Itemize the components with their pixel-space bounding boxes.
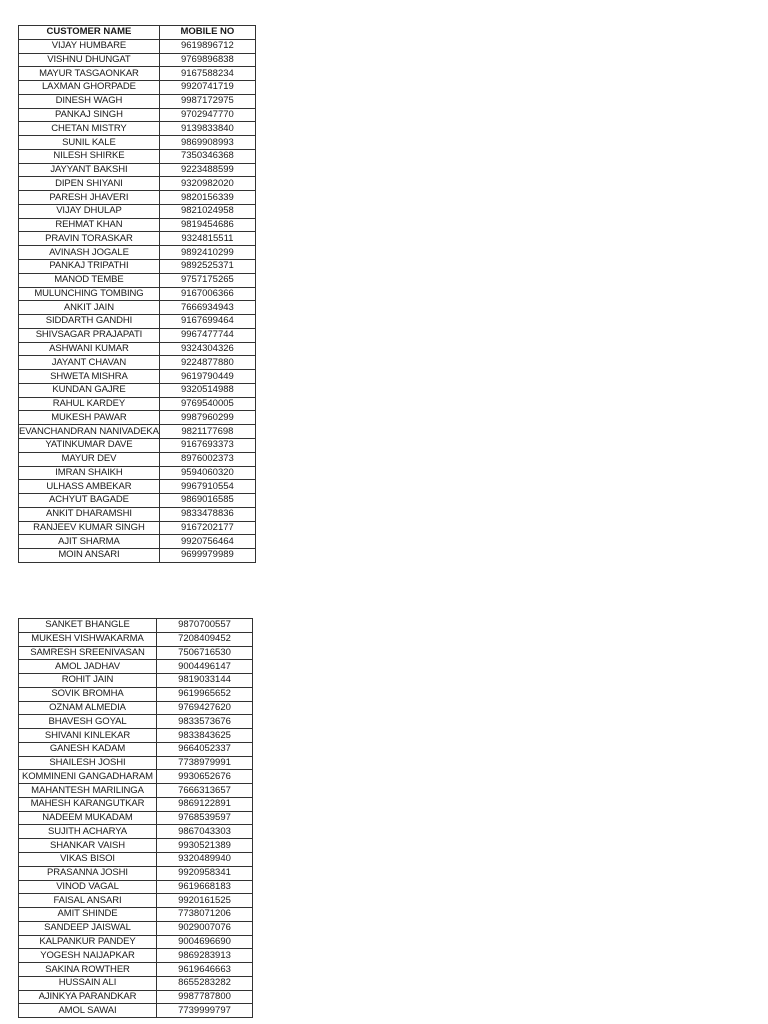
customer-name-cell: DINESH WAGH (19, 94, 160, 108)
table-row (19, 53, 256, 67)
table-row (19, 894, 253, 908)
customer-name-cell: SHIVANI KINLEKAR (19, 729, 157, 743)
customer-name-cell: PRASANNA JOSHI (19, 866, 157, 880)
table-row (19, 452, 256, 466)
mobile-no-cell: 9869908993 (159, 136, 255, 150)
mobile-no-cell: 9820156339 (159, 191, 255, 205)
customer-name-cell: KOMMINENI GANGADHARAM (19, 770, 157, 784)
table-row (19, 687, 253, 701)
mobile-no-cell: 9320514988 (159, 383, 255, 397)
mobile-no-cell: 7738979991 (157, 756, 253, 770)
customer-name-cell: SAKINA ROWTHER (19, 963, 157, 977)
table-row (19, 191, 256, 205)
mobile-no-cell: 9920161525 (157, 894, 253, 908)
table-row (19, 908, 253, 922)
table-row (19, 619, 253, 633)
customer-name-cell: PRAVIN TORASKAR (19, 232, 160, 246)
customer-name-cell: VIKAS BISOI (19, 853, 157, 867)
table-row (19, 149, 256, 163)
table-row (19, 1004, 253, 1018)
table-row (19, 701, 253, 715)
customer-name-cell: REHMAT KHAN (19, 218, 160, 232)
table-row (19, 204, 256, 218)
customer-name-cell: SOVIK BROMHA (19, 687, 157, 701)
customer-name-cell: IMRAN SHAIKH (19, 466, 160, 480)
mobile-no-cell: 9702947770 (159, 108, 255, 122)
mobile-no-cell: 9769896838 (159, 53, 255, 67)
mobile-no-cell: 7738071206 (157, 908, 253, 922)
customer-name-cell: CHETAN MISTRY (19, 122, 160, 136)
mobile-no-cell: 9320489940 (157, 853, 253, 867)
mobile-no-cell: 9757175265 (159, 273, 255, 287)
mobile-no-cell: 9870700557 (157, 619, 253, 633)
customer-name-cell: NADEEM MUKADAM (19, 811, 157, 825)
table-row (19, 770, 253, 784)
table-row (19, 218, 256, 232)
mobile-no-cell: 8976002373 (159, 452, 255, 466)
mobile-no-cell: 9819033144 (157, 674, 253, 688)
table-row (19, 811, 253, 825)
table-row (19, 976, 253, 990)
mobile-no-cell: 7666934943 (159, 301, 255, 315)
mobile-no-cell: 9821024958 (159, 204, 255, 218)
mobile-no-cell: 7666313657 (157, 784, 253, 798)
table-row (19, 122, 256, 136)
mobile-no-cell: 9987960299 (159, 411, 255, 425)
customer-name-cell: ANKIT JAIN (19, 301, 160, 315)
table-row (19, 136, 256, 150)
table-row (19, 494, 256, 508)
mobile-no-cell: 9699979989 (159, 549, 255, 563)
table-row (19, 342, 256, 356)
customer-name-cell: PANKAJ TRIPATHI (19, 260, 160, 274)
customer-name-cell: SHIVSAGAR PRAJAPATI (19, 328, 160, 342)
mobile-no-cell: 9324304326 (159, 342, 255, 356)
mobile-no-cell: 9987172975 (159, 94, 255, 108)
table-row (19, 67, 256, 81)
customer-name-cell: MUKESH VISHWAKARMA (19, 632, 157, 646)
table-row (19, 715, 253, 729)
table-row (19, 438, 256, 452)
mobile-no-cell: 9320982020 (159, 177, 255, 191)
mobile-no-cell: 9004696690 (157, 935, 253, 949)
customer-name-cell: PANKAJ SINGH (19, 108, 160, 122)
table-row (19, 756, 253, 770)
mobile-no-cell: 9821177698 (159, 425, 255, 439)
table-row (19, 356, 256, 370)
table-row (19, 370, 256, 384)
mobile-no-cell: 9930521389 (157, 839, 253, 853)
table-row (19, 273, 256, 287)
customer-name-cell: VINOD VAGAL (19, 880, 157, 894)
customer-name-cell: SUNIL KALE (19, 136, 160, 150)
table-2-body (19, 619, 253, 1018)
table-row (19, 301, 256, 315)
mobile-no-cell: 9619896712 (159, 39, 255, 53)
customer-name-cell: NILESH SHIRKE (19, 149, 160, 163)
header-row (19, 26, 256, 40)
customer-name-cell: MULUNCHING TOMBING (19, 287, 160, 301)
table-row (19, 866, 253, 880)
customer-name-cell: HUSSAIN ALI (19, 976, 157, 990)
mobile-no-cell: 9833843625 (157, 729, 253, 743)
table-row (19, 742, 253, 756)
table-row (19, 246, 256, 260)
mobile-no-cell: 7208409452 (157, 632, 253, 646)
customer-name-cell: YATINKUMAR DAVE (19, 438, 160, 452)
customer-name-cell: SHWETA MISHRA (19, 370, 160, 384)
customer-name-cell: MAYUR TASGAONKAR (19, 67, 160, 81)
mobile-no-cell: 9768539597 (157, 811, 253, 825)
customer-name-cell: ANKIT DHARAMSHI (19, 507, 160, 521)
mobile-no-cell: 7350346368 (159, 149, 255, 163)
table-row (19, 466, 256, 480)
mobile-no-cell: 9869016585 (159, 494, 255, 508)
header-customer-name: CUSTOMER NAME (19, 26, 160, 40)
customer-name-cell: KALPANKUR PANDEY (19, 935, 157, 949)
mobile-no-cell: 7739999797 (157, 1004, 253, 1018)
mobile-no-cell: 9664052337 (157, 742, 253, 756)
mobile-no-cell: 9930652676 (157, 770, 253, 784)
customer-name-cell: PARESH JHAVERI (19, 191, 160, 205)
customer-name-cell: ROHIT JAIN (19, 674, 157, 688)
customer-name-cell: OZNAM ALMEDIA (19, 701, 157, 715)
customer-name-cell: AMOL JADHAV (19, 660, 157, 674)
table-row (19, 163, 256, 177)
customer-name-cell: FAISAL ANSARI (19, 894, 157, 908)
customer-name-cell: MUKESH PAWAR (19, 411, 160, 425)
customer-name-cell: RANJEEV KUMAR SINGH (19, 521, 160, 535)
table-row (19, 260, 256, 274)
customer-name-cell: VIJAY DHULAP (19, 204, 160, 218)
table-row (19, 480, 256, 494)
mobile-no-cell: 9167006366 (159, 287, 255, 301)
customer-name-cell: JAYANT CHAVAN (19, 356, 160, 370)
mobile-no-cell: 7506716530 (157, 646, 253, 660)
customer-name-cell: VISHNU DHUNGAT (19, 53, 160, 67)
customer-table-2 (18, 618, 253, 1018)
customer-name-cell: JAYYANT BAKSHI (19, 163, 160, 177)
customer-name-cell: SANKET BHANGLE (19, 619, 157, 633)
table-row (19, 232, 256, 246)
table-row (19, 177, 256, 191)
table-row (19, 108, 256, 122)
customer-name-cell: GANESH KADAM (19, 742, 157, 756)
customer-name-cell: AMIT SHINDE (19, 908, 157, 922)
mobile-no-cell: 9769540005 (159, 397, 255, 411)
mobile-no-cell: 9819454686 (159, 218, 255, 232)
customer-table-1 (18, 25, 256, 563)
table-row (19, 315, 256, 329)
customer-name-cell: VIJAY HUMBARE (19, 39, 160, 53)
mobile-no-cell: 8655283282 (157, 976, 253, 990)
mobile-no-cell: 9967477744 (159, 328, 255, 342)
table-row (19, 921, 253, 935)
customer-name-cell: ULHASS AMBEKAR (19, 480, 160, 494)
customer-name-cell: MOIN ANSARI (19, 549, 160, 563)
table-row (19, 660, 253, 674)
mobile-no-cell: 9139833840 (159, 122, 255, 136)
table-row (19, 549, 256, 563)
customer-name-cell: SHANKAR VAISH (19, 839, 157, 853)
customer-name-cell: KUNDAN GAJRE (19, 383, 160, 397)
mobile-no-cell: 9167693373 (159, 438, 255, 452)
customer-name-cell: SIDDARTH GANDHI (19, 315, 160, 329)
table-row (19, 383, 256, 397)
mobile-no-cell: 9867043303 (157, 825, 253, 839)
mobile-no-cell: 9833478836 (159, 507, 255, 521)
table-row (19, 425, 256, 439)
mobile-no-cell: 9594060320 (159, 466, 255, 480)
table-row (19, 880, 253, 894)
header-mobile-no: MOBILE NO (159, 26, 255, 40)
table-row (19, 507, 256, 521)
table-row (19, 535, 256, 549)
table-row (19, 784, 253, 798)
mobile-no-cell: 9224877880 (159, 356, 255, 370)
customer-name-cell: AJIT SHARMA (19, 535, 160, 549)
mobile-no-cell: 9869283913 (157, 949, 253, 963)
customer-name-cell: SHAILESH JOSHI (19, 756, 157, 770)
table-row (19, 521, 256, 535)
customer-name-cell: SANDEEP JAISWAL (19, 921, 157, 935)
mobile-no-cell: 9920958341 (157, 866, 253, 880)
mobile-no-cell: 9892525371 (159, 260, 255, 274)
mobile-no-cell: 9892410299 (159, 246, 255, 260)
mobile-no-cell: 9769427620 (157, 701, 253, 715)
mobile-no-cell: 9167699464 (159, 315, 255, 329)
customer-name-cell: ACHYUT BAGADE (19, 494, 160, 508)
table-1-body (19, 39, 256, 562)
table-row (19, 935, 253, 949)
customer-name-cell: SUJITH ACHARYA (19, 825, 157, 839)
table-row (19, 632, 253, 646)
customer-name-cell: DIPEN SHIYANI (19, 177, 160, 191)
table-row (19, 853, 253, 867)
mobile-no-cell: 9167202177 (159, 521, 255, 535)
customer-name-cell: MAYUR DEV (19, 452, 160, 466)
table-row (19, 797, 253, 811)
customer-name-cell: MANOD TEMBE (19, 273, 160, 287)
mobile-no-cell: 9920756464 (159, 535, 255, 549)
customer-name-cell: AJINKYA PARANDKAR (19, 990, 157, 1004)
mobile-no-cell: 9324815511 (159, 232, 255, 246)
table-row (19, 411, 256, 425)
customer-name-cell: SAMRESH SREENIVASAN (19, 646, 157, 660)
table-row (19, 81, 256, 95)
table-row (19, 397, 256, 411)
customer-name-cell: AVINASH JOGALE (19, 246, 160, 260)
customer-name-cell: BHAVESH GOYAL (19, 715, 157, 729)
table-row (19, 287, 256, 301)
customer-name-cell: MAHANTESH MARILINGA (19, 784, 157, 798)
customer-name-cell: EVANCHANDRAN NANIVADEKA (19, 425, 159, 437)
table-row (19, 94, 256, 108)
table-row (19, 674, 253, 688)
mobile-no-cell: 9619965652 (157, 687, 253, 701)
mobile-no-cell: 9833573676 (157, 715, 253, 729)
customer-name-cell: MAHESH KARANGUTKAR (19, 797, 157, 811)
customer-name-cell: RAHUL KARDEY (19, 397, 160, 411)
mobile-no-cell: 9029007076 (157, 921, 253, 935)
mobile-no-cell: 9967910554 (159, 480, 255, 494)
table-row (19, 839, 253, 853)
mobile-no-cell: 9004496147 (157, 660, 253, 674)
mobile-no-cell: 9619646663 (157, 963, 253, 977)
table-row (19, 949, 253, 963)
mobile-no-cell: 9920741719 (159, 81, 255, 95)
customer-name-cell: LAXMAN GHORPADE (19, 81, 160, 95)
mobile-no-cell: 9223488599 (159, 163, 255, 177)
customer-name-cell: AMOL SAWAI (19, 1004, 157, 1018)
mobile-no-cell: 9167588234 (159, 67, 255, 81)
mobile-no-cell: 9869122891 (157, 797, 253, 811)
table-row (19, 328, 256, 342)
table-row (19, 39, 256, 53)
table-row (19, 963, 253, 977)
customer-name-cell: YOGESH NAIJAPKAR (19, 949, 157, 963)
mobile-no-cell: 9619668183 (157, 880, 253, 894)
mobile-no-cell: 9987787800 (157, 990, 253, 1004)
table-row (19, 825, 253, 839)
table-row (19, 729, 253, 743)
table-row (19, 990, 253, 1004)
table-row (19, 646, 253, 660)
customer-name-cell: ASHWANI KUMAR (19, 342, 160, 356)
mobile-no-cell: 9619790449 (159, 370, 255, 384)
